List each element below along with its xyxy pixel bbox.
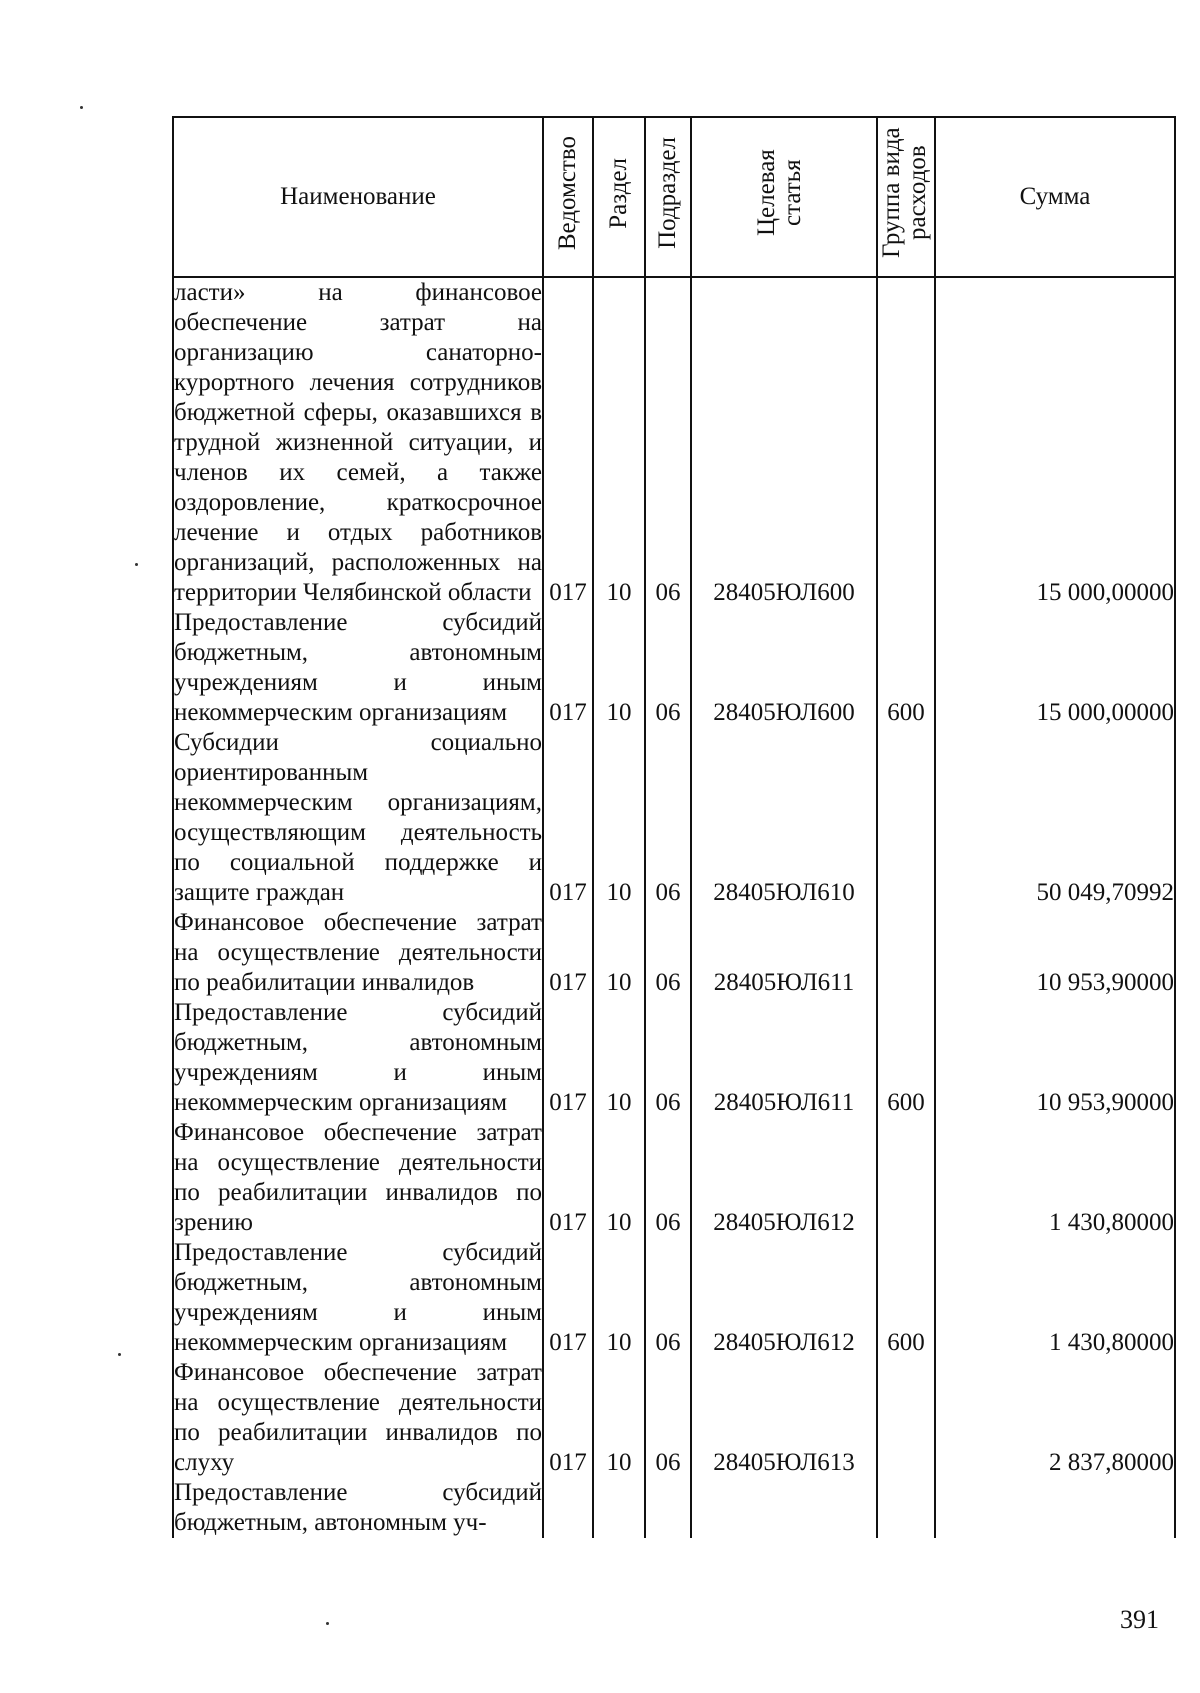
table-row — [173, 608, 1175, 728]
row-section-cell: 10 — [593, 728, 645, 908]
table-row — [173, 1358, 1175, 1478]
row-target-item-cell: 28405ЮЛ600 — [691, 277, 877, 608]
header-amount-label: Сумма — [1019, 183, 1091, 210]
header-target-item — [691, 117, 877, 277]
header-expense-group-label: Группа вида расходов — [878, 127, 931, 259]
header-section-label: Раздел — [605, 157, 632, 229]
scan-speck — [326, 1622, 329, 1625]
table-row — [173, 1118, 1175, 1238]
row-target-item-cell: 28405ЮЛ612 — [691, 1238, 877, 1358]
row-section-cell: 10 — [593, 1118, 645, 1238]
row-expense-group-cell — [877, 728, 935, 908]
row-subsection-cell: 06 — [645, 1238, 691, 1358]
row-section-cell: 10 — [593, 1238, 645, 1358]
header-subsection — [645, 117, 691, 277]
header-department-label: Ведомство — [554, 135, 581, 251]
row-amount-cell — [935, 1478, 1175, 1538]
row-department-cell: 017 — [543, 277, 593, 608]
page-number: 391 — [1120, 1605, 1159, 1634]
scan-speck — [135, 563, 138, 566]
row-name-cell: Финансовое обеспечение затрат на осуществление деятельности по реабилитации инвалидов — [174, 909, 542, 996]
row-subsection-cell: 06 — [645, 1118, 691, 1238]
scan-speck — [80, 106, 83, 109]
row-name-cell: Предоставление субсидий бюджетным, автономным учреждениям и иным некоммерческим организациям — [174, 1239, 542, 1356]
row-expense-group-cell — [877, 908, 935, 998]
row-subsection-cell: 06 — [645, 277, 691, 608]
row-name-cell: Финансовое обеспечение затрат на осуществление деятельности по реабилитации инвалидов по зрению — [174, 1119, 542, 1236]
row-name-cell: Субсидии социально ориентированным некоммерческим организациям, осуществляющим деятельность по социальной поддержке и защите граждан — [174, 729, 542, 906]
table-body — [173, 277, 1175, 1538]
row-name-cell: Предоставление субсидий бюджетным, автономным учреждениям и иным некоммерческим организациям — [174, 609, 542, 726]
row-department-cell — [543, 1478, 593, 1538]
row-section-cell: 10 — [593, 908, 645, 998]
table-row — [173, 908, 1175, 998]
header-amount — [935, 117, 1175, 277]
scan-speck — [118, 1353, 121, 1356]
row-amount-cell: 1 430,80000 — [935, 1118, 1175, 1238]
row-target-item-cell: 28405ЮЛ613 — [691, 1358, 877, 1478]
row-department-cell: 017 — [543, 998, 593, 1118]
row-amount-cell: 10 953,90000 — [935, 908, 1175, 998]
header-department — [543, 117, 593, 277]
header-section — [593, 117, 645, 277]
row-expense-group-cell: 600 — [877, 1238, 935, 1358]
row-section-cell: 10 — [593, 998, 645, 1118]
row-expense-group-cell — [877, 277, 935, 608]
row-section-cell — [593, 1478, 645, 1538]
row-department-cell: 017 — [543, 608, 593, 728]
table-row — [173, 998, 1175, 1118]
row-expense-group-cell — [877, 1118, 935, 1238]
header-subsection-label: Подраздел — [654, 137, 681, 249]
row-expense-group-cell: 600 — [877, 608, 935, 728]
row-section-cell: 10 — [593, 277, 645, 608]
row-expense-group-cell: 600 — [877, 998, 935, 1118]
row-target-item-cell — [691, 1478, 877, 1538]
row-subsection-cell: 06 — [645, 908, 691, 998]
row-amount-cell: 50 049,70992 — [935, 728, 1175, 908]
header-name-label: Наименование — [280, 183, 436, 210]
row-subsection-cell: 06 — [645, 728, 691, 908]
row-department-cell: 017 — [543, 1238, 593, 1358]
row-expense-group-cell — [877, 1358, 935, 1478]
row-name-cell: Финансовое обеспечение затрат на осуществление деятельности по реабилитации инвалидов по слуху — [174, 1359, 542, 1476]
row-name-cell: Предоставление субсидий бюджетным, автономным учреждениям и иным некоммерческим организациям — [174, 999, 542, 1116]
header-target-item-label: Целевая статья — [753, 149, 806, 237]
row-name-cell: ласти» на финансовое обеспечение затрат на организацию санаторно-курортного лечения сотрудников бюджетной сферы, оказавшихся в трудной жизненной ситуации, и членов их семей, а также оздоровление, краткосрочное лечение и отдых работников организаций, расположенных на территории Челябинской области — [174, 279, 542, 606]
row-target-item-cell: 28405ЮЛ611 — [691, 998, 877, 1118]
header-name — [173, 117, 543, 277]
row-amount-cell: 10 953,90000 — [935, 998, 1175, 1118]
budget-table — [172, 116, 1176, 1538]
row-expense-group-cell — [877, 1478, 935, 1538]
row-subsection-cell — [645, 1478, 691, 1538]
row-department-cell: 017 — [543, 1118, 593, 1238]
table-row — [173, 277, 1175, 608]
table-row — [173, 1238, 1175, 1358]
row-subsection-cell: 06 — [645, 608, 691, 728]
row-amount-cell: 15 000,00000 — [935, 277, 1175, 608]
table-row — [173, 1478, 1175, 1538]
row-subsection-cell: 06 — [645, 998, 691, 1118]
row-department-cell: 017 — [543, 728, 593, 908]
row-name-cell: Предоставление субсидий бюджетным, автономным уч- — [174, 1479, 542, 1536]
row-amount-cell: 15 000,00000 — [935, 608, 1175, 728]
row-subsection-cell: 06 — [645, 1358, 691, 1478]
row-department-cell: 017 — [543, 908, 593, 998]
row-department-cell: 017 — [543, 1358, 593, 1478]
row-amount-cell: 1 430,80000 — [935, 1238, 1175, 1358]
row-target-item-cell: 28405ЮЛ612 — [691, 1118, 877, 1238]
row-section-cell: 10 — [593, 1358, 645, 1478]
row-target-item-cell: 28405ЮЛ600 — [691, 608, 877, 728]
table-header-row — [173, 117, 1175, 277]
row-amount-cell: 2 837,80000 — [935, 1358, 1175, 1478]
row-section-cell: 10 — [593, 608, 645, 728]
row-target-item-cell: 28405ЮЛ610 — [691, 728, 877, 908]
header-expense-group — [877, 117, 935, 277]
row-target-item-cell: 28405ЮЛ611 — [691, 908, 877, 998]
table-row — [173, 728, 1175, 908]
